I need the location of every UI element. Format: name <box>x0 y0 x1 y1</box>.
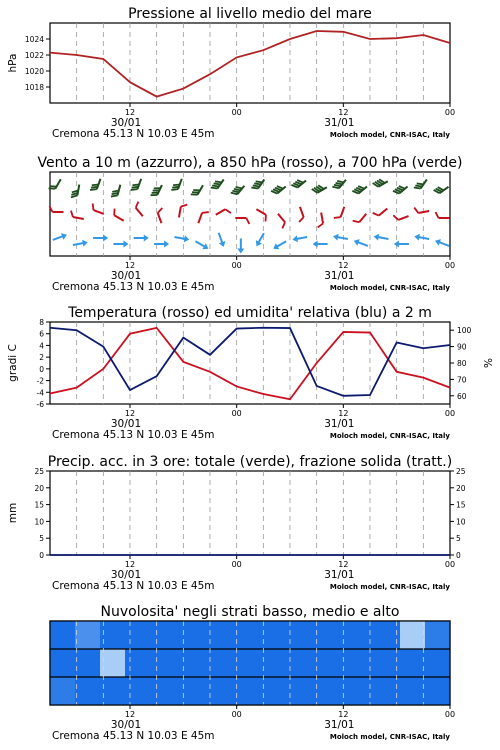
barb-shaft <box>53 236 63 240</box>
barb-shaft <box>439 242 449 246</box>
plot-frame <box>50 23 450 103</box>
x-tick-label: 12 <box>124 261 136 270</box>
heatmap-cell <box>375 649 401 677</box>
barb-feather <box>436 212 439 218</box>
barb-shaft <box>321 213 323 224</box>
x-tick-label: 12 <box>124 108 136 117</box>
heatmap-cell <box>250 649 276 677</box>
heatmap-cell <box>425 621 451 649</box>
heatmap-cell <box>225 677 251 705</box>
x-tick-label: 12 <box>338 409 349 418</box>
barb-head <box>123 241 128 248</box>
wind-barb <box>373 233 389 242</box>
barb-head <box>219 241 227 248</box>
date-label: 31/01 <box>324 719 355 731</box>
x-tick-label: 00 <box>231 409 242 418</box>
barb-shaft <box>179 207 181 218</box>
heatmap-cell <box>300 677 326 705</box>
barb-shaft <box>398 216 408 220</box>
x-tick-label: 12 <box>338 108 349 117</box>
y-tick-label-right: 100 <box>457 326 472 336</box>
y-tick-label: 5 <box>39 534 44 544</box>
wind-barb <box>414 205 429 213</box>
wind-barb <box>151 182 162 197</box>
y-tick-label-right: 70 <box>457 375 467 385</box>
barb-head <box>332 233 338 241</box>
chart-title: Nuvolosita' negli strati basso, medio e alto <box>100 604 400 620</box>
y-tick-label-right: 10 <box>456 517 466 527</box>
barb-feather <box>298 217 305 222</box>
wind-barb <box>113 241 128 248</box>
barb-feather <box>157 208 164 213</box>
y-axis-label: gradi C <box>7 344 19 382</box>
heatmap-cell <box>325 621 351 649</box>
wind-barb <box>332 233 348 242</box>
date-label: 30/01 <box>110 569 142 581</box>
date-label: 31/01 <box>324 117 355 129</box>
location-label: Cremona 45.13 N 10.03 E 45m <box>52 128 215 140</box>
barb-shaft <box>73 243 84 245</box>
chart-panel-5 <box>50 604 455 742</box>
date-label: 31/01 <box>324 270 355 282</box>
wind-barb <box>414 233 430 242</box>
heatmap-cell <box>400 677 426 705</box>
x-tick-label: 00 <box>231 261 242 270</box>
location-label: Cremona 45.13 N 10.03 E 45m <box>52 429 215 441</box>
x-tick-label: 00 <box>231 560 242 569</box>
y-tick-label-right: 0 <box>456 551 461 560</box>
barb-head <box>184 235 190 243</box>
x-tick-label: 12 <box>338 710 349 719</box>
y-tick-label-right: 20 <box>456 483 466 493</box>
y-tick-label: 1020 <box>24 67 44 76</box>
heatmap-cell <box>275 621 301 649</box>
y-tick-label: 0 <box>39 551 44 560</box>
plot-frame <box>50 172 450 256</box>
heatmap-cell <box>175 677 201 705</box>
credit-label: Moloch model, CNR-ISAC, Italy <box>329 131 450 139</box>
heatmap-cell <box>100 677 126 705</box>
wind-barb <box>253 209 268 221</box>
heatmap-cell <box>125 677 151 705</box>
heatmap-cell <box>75 621 101 649</box>
barb-feather <box>112 209 118 216</box>
barb-shaft <box>158 213 162 223</box>
heatmap-cell <box>200 649 226 677</box>
y-tick-label-right: 15 <box>456 500 466 510</box>
x-tick-label: 00 <box>444 560 456 569</box>
barb-head <box>373 233 379 241</box>
barb-shaft <box>114 215 124 221</box>
chart-panel-1 <box>7 6 455 140</box>
barb-feather <box>334 215 341 220</box>
wind-barb <box>50 206 64 212</box>
wind-barb <box>353 237 369 249</box>
y-tick-label-right: 90 <box>457 342 467 352</box>
date-label: 30/01 <box>110 418 142 430</box>
credit-label: Moloch model, CNR-ISAC, Italy <box>329 284 450 292</box>
wind-barb <box>171 177 181 192</box>
chart-title: Precip. acc. in 3 ore: totale (verde), frazione solida (tratt.) <box>47 454 453 470</box>
plot-frame <box>50 471 450 555</box>
heatmap-cell <box>125 649 151 677</box>
barb-head <box>103 235 108 242</box>
barb-feather <box>393 214 398 221</box>
wind-barb <box>131 177 141 192</box>
y-axis-label-right: % <box>483 358 495 368</box>
x-tick-label: 12 <box>338 261 349 270</box>
series-line <box>50 328 450 399</box>
wind-barb <box>271 238 287 252</box>
barb-head <box>144 235 149 242</box>
heatmap-cell <box>350 649 376 677</box>
wind-barb <box>251 176 264 191</box>
x-tick-label: 00 <box>444 108 456 117</box>
barb-head <box>82 239 88 247</box>
barb-head <box>253 240 262 248</box>
wind-barb <box>393 182 408 196</box>
barb-shaft <box>278 214 285 222</box>
barb-feather <box>263 215 269 222</box>
x-tick-label: 12 <box>124 560 136 569</box>
wind-barb <box>294 207 304 222</box>
heatmap-cell <box>425 649 451 677</box>
y-tick-label-right: 5 <box>456 534 461 544</box>
wind-barb <box>273 214 287 229</box>
heatmap-cell <box>175 621 201 649</box>
wind-barb <box>414 176 427 191</box>
barb-shaft <box>277 241 287 247</box>
heatmap-cell <box>150 621 176 649</box>
heatmap-cell <box>400 649 426 677</box>
wind-barb <box>93 235 108 242</box>
location-label: Cremona 45.13 N 10.03 E 45m <box>52 281 215 293</box>
barb-shaft <box>300 207 304 217</box>
y-tick-label-right: 60 <box>457 391 467 401</box>
x-tick-label: 12 <box>124 710 136 719</box>
wind-barb <box>313 241 328 248</box>
barb-head <box>202 243 210 252</box>
chart-panel-2 <box>37 155 462 293</box>
heatmap-cell <box>200 677 226 705</box>
wind-barb <box>194 238 210 252</box>
heatmap-cell <box>425 677 451 705</box>
barb-head <box>434 237 441 245</box>
wind-barb <box>134 235 149 242</box>
heatmap-cell <box>250 677 276 705</box>
y-tick-label: 15 <box>34 500 44 510</box>
barb-head <box>414 233 420 241</box>
y-tick-label-right: 25 <box>456 467 466 476</box>
wind-barb <box>174 234 190 243</box>
barb-head <box>292 235 298 243</box>
heatmap-cell <box>400 621 426 649</box>
wind-barb <box>312 182 327 194</box>
wind-barb <box>334 205 344 220</box>
heatmap-cell <box>100 621 126 649</box>
location-label: Cremona 45.13 N 10.03 E 45m <box>52 580 215 592</box>
y-tick-label: 1022 <box>24 51 44 60</box>
wind-barb <box>216 208 231 220</box>
barb-shaft <box>136 208 143 216</box>
barb-feather <box>202 210 209 215</box>
barb-shaft <box>358 242 368 246</box>
barb-feather <box>134 202 141 208</box>
barb-feather <box>280 222 287 228</box>
barb-feather <box>317 223 323 227</box>
y-tick-label: 20 <box>34 483 44 493</box>
wind-barb <box>292 234 308 243</box>
wind-barb <box>191 182 203 197</box>
barb-head <box>164 241 169 248</box>
date-label: 31/01 <box>324 569 355 581</box>
wind-barb <box>157 208 167 223</box>
barb-feather <box>246 218 249 224</box>
wind-barb <box>291 176 306 190</box>
wind-barb <box>352 182 367 196</box>
heatmap-cell <box>325 649 351 677</box>
credit-label: Moloch model, CNR-ISAC, Italy <box>329 432 450 440</box>
wind-barb <box>353 210 367 225</box>
barb-shaft <box>379 208 387 215</box>
barb-feather <box>225 208 231 215</box>
wind-barb <box>90 177 100 192</box>
credit-label: Moloch model, CNR-ISAC, Italy <box>329 583 450 591</box>
y-tick-label: -2 <box>36 376 44 386</box>
barb-shaft <box>296 237 307 239</box>
wind-barb <box>253 231 267 247</box>
y-tick-label: 0 <box>39 364 44 374</box>
wind-barb <box>235 218 249 224</box>
wind-barb <box>215 232 227 248</box>
heatmap-cell <box>100 649 126 677</box>
heatmap-cell <box>275 677 301 705</box>
wind-barb <box>434 237 450 249</box>
x-tick-label: 00 <box>444 409 456 418</box>
barb-feather <box>373 211 379 218</box>
chart-panel-4 <box>7 454 466 592</box>
barb-shaft <box>418 211 429 213</box>
wind-barb <box>134 202 148 217</box>
wind-barb <box>373 176 388 188</box>
y-tick-label: 8 <box>39 318 44 327</box>
wind-barb <box>237 239 244 254</box>
wind-barb <box>271 182 286 196</box>
barb-shaft <box>341 207 345 217</box>
barb-shaft <box>337 237 348 239</box>
y-tick-label: 1018 <box>24 83 44 92</box>
heatmap-cell <box>125 621 151 649</box>
x-tick-label: 00 <box>231 710 242 719</box>
x-tick-label: 12 <box>338 560 349 569</box>
barb-shaft <box>219 233 223 243</box>
y-tick-label: 6 <box>39 329 44 339</box>
y-tick-label: -4 <box>36 388 44 398</box>
heatmap-cell <box>275 649 301 677</box>
y-tick-label: 25 <box>34 467 44 476</box>
barb-shaft <box>359 214 366 222</box>
heatmap-cell <box>150 677 176 705</box>
barb-feather <box>353 218 360 224</box>
heatmap-cell <box>375 677 401 705</box>
location-label: Cremona 45.13 N 10.03 E 45m <box>52 730 215 742</box>
barb-shaft <box>195 241 205 247</box>
wind-barb <box>70 211 85 219</box>
y-tick-label: 10 <box>34 517 44 527</box>
x-tick-label: 00 <box>444 261 456 270</box>
heatmap-cell <box>75 649 101 677</box>
heatmap-cell <box>200 621 226 649</box>
wind-barb <box>434 182 449 195</box>
wind-barb <box>72 239 88 248</box>
heatmap-cell <box>225 621 251 649</box>
barb-shaft <box>378 237 389 239</box>
heatmap-cell <box>300 649 326 677</box>
heatmap-cell <box>350 677 376 705</box>
barb-shaft <box>73 217 84 219</box>
wind-barb <box>71 184 79 199</box>
barb-feather <box>414 207 418 213</box>
wind-barb <box>198 210 208 225</box>
barb-shaft <box>256 209 266 215</box>
heatmap-cell <box>150 649 176 677</box>
y-tick-label: 2 <box>39 353 44 363</box>
chart-title: Temperatura (rosso) ed umidita' relativa (blu) a 2 m <box>68 305 432 321</box>
chart-title: Vento a 10 m (azzurro), a 850 hPa (rosso), a 700 hPa (verde) <box>37 155 463 171</box>
x-tick-label: 00 <box>231 108 242 117</box>
heatmap-cell <box>350 621 376 649</box>
heatmap-cell <box>300 621 326 649</box>
y-axis-label: hPa <box>7 53 19 73</box>
heatmap-cell <box>50 677 76 705</box>
heatmap-cell <box>50 649 76 677</box>
barb-shaft <box>198 213 202 223</box>
y-tick-label: 1024 <box>24 35 44 44</box>
date-label: 30/01 <box>110 270 142 282</box>
wind-barb <box>394 241 409 248</box>
series-line <box>50 31 450 97</box>
barb-head <box>271 243 279 252</box>
heatmap-cell <box>50 621 76 649</box>
wind-barb <box>112 209 127 221</box>
barb-head <box>237 249 244 254</box>
barb-head <box>313 241 318 248</box>
y-tick-label-right: 80 <box>457 359 467 368</box>
barb-shaft <box>418 237 429 239</box>
wind-barb <box>52 231 68 243</box>
credit-label: Moloch model, CNR-ISAC, Italy <box>329 733 450 741</box>
chart-title: Pressione al livello medio del mare <box>128 6 372 22</box>
barb-head <box>353 237 360 245</box>
barb-shaft <box>93 210 103 214</box>
wind-barb <box>436 212 450 218</box>
barb-feather <box>70 211 74 217</box>
wind-barb <box>231 182 245 197</box>
date-label: 30/01 <box>110 117 142 129</box>
date-label: 30/01 <box>110 719 142 731</box>
wind-barb <box>373 204 388 218</box>
barb-head <box>61 231 68 239</box>
heatmap-cell <box>225 649 251 677</box>
barb-feather <box>91 203 96 210</box>
x-tick-label: 12 <box>124 409 136 418</box>
y-tick-label: 4 <box>39 341 44 351</box>
heatmap-cell <box>250 621 276 649</box>
heatmap-cell <box>175 649 201 677</box>
wind-barb <box>393 210 408 220</box>
y-axis-label: mm <box>7 502 19 524</box>
chart-panel-3 <box>7 305 495 441</box>
y-tick-label: -6 <box>36 400 44 409</box>
wind-barb <box>111 183 120 198</box>
date-label: 31/01 <box>324 418 355 430</box>
barb-shaft <box>216 209 226 215</box>
wind-barb <box>211 176 224 191</box>
barb-feather <box>181 204 187 208</box>
wind-barb <box>332 176 346 191</box>
heatmap-cell <box>325 677 351 705</box>
x-tick-label: 00 <box>444 710 456 719</box>
heatmap-cell <box>75 677 101 705</box>
